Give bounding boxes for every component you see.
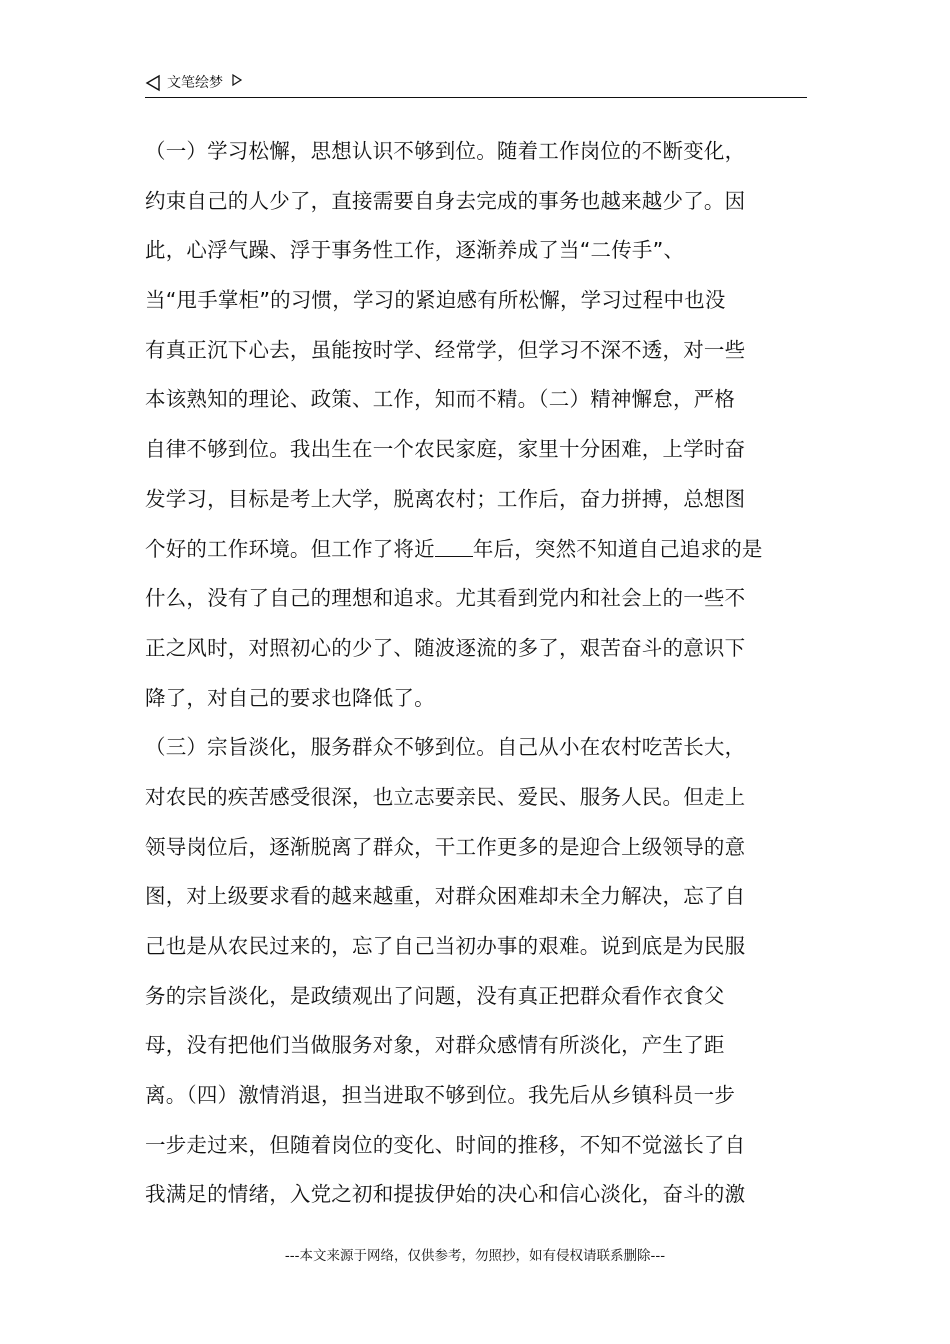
text-line: 降了，对自己的要求也降低了。 bbox=[145, 685, 435, 710]
text-line: 什么，没有了自己的理想和追求。尤其看到党内和社会上的一些不 bbox=[145, 586, 746, 611]
fill-in-blank bbox=[435, 538, 473, 557]
right-triangle-icon bbox=[231, 73, 243, 87]
text-segment: 年后，突然不知道自己追求的是 bbox=[472, 536, 763, 561]
text-line: 母，没有把他们当做服务对象，对群众感情有所淡化，产生了距 bbox=[145, 1033, 725, 1058]
text-line: 图，对上级要求看的越来越重，对群众困难却未全力解决，忘了自 bbox=[145, 884, 746, 909]
page-footer: ---本文来源于网络，仅供参考，勿照抄，如有侵权请联系删除--- bbox=[284, 1248, 666, 1264]
text-line: 有真正沉下心去，虽能按时学、经常学，但学习不深不透，对一些 bbox=[145, 337, 746, 362]
page-header bbox=[145, 70, 807, 98]
text-line: （三）宗旨淡化，服务群众不够到位。自己从小在农村吃苦长大， bbox=[145, 735, 746, 760]
header-title-row bbox=[145, 74, 243, 92]
text-line: （一）学习松懈，思想认识不够到位。随着工作岗位的不断变化， bbox=[145, 139, 746, 163]
text-line-with-blank bbox=[145, 525, 810, 575]
text-segment: 个好的工作环境。但工作了将近 bbox=[145, 536, 435, 561]
text-line: 一步走过来，但随着岗位的变化、时间的推移，不知不觉滋长了自 bbox=[145, 1132, 746, 1157]
text-line: 自律不够到位。我出生在一个农民家庭，家里十分困难，上学时奋 bbox=[145, 437, 746, 462]
body-text bbox=[145, 127, 810, 1220]
header-title: 文笔绘梦 bbox=[167, 75, 223, 91]
text-line: 离。（四）激情消退，担当进取不够到位。我先后从乡镇科员一步 bbox=[145, 1083, 736, 1108]
text-line: 本该熟知的理论、政策、工作，知而不精。（二）精神懈怠，严格 bbox=[145, 387, 736, 412]
text-line: 对农民的疾苦感受很深，也立志要亲民、爱民、服务人民。但走上 bbox=[145, 784, 746, 809]
text-line: 己也是从农民过来的，忘了自己当初办事的艰难。说到底是为民服 bbox=[145, 934, 746, 958]
text-line: 领导岗位后，逐渐脱离了群众，干工作更多的是迎合上级领导的意 bbox=[145, 834, 746, 859]
left-triangle-icon bbox=[145, 74, 161, 92]
text-line: 当“甩手掌柜”的习惯，学习的紧迫感有所松懈，学习过程中也没 bbox=[145, 288, 726, 313]
text-line: 此，心浮气躁、浮于事务性工作，逐渐养成了当“二传手”、 bbox=[145, 238, 685, 263]
text-line: 我满足的情绪，入党之初和提拔伊始的决心和信心淡化，奋斗的激 bbox=[145, 1182, 746, 1207]
text-line: 正之风时，对照初心的少了、随波逐流的多了，艰苦奋斗的意识下 bbox=[145, 635, 746, 660]
text-line: 务的宗旨淡化，是政绩观出了问题，没有真正把群众看作衣食父 bbox=[145, 983, 725, 1008]
header-divider bbox=[145, 97, 807, 98]
text-line: 约束自己的人少了，直接需要自身去完成的事务也越来越少了。因 bbox=[145, 188, 746, 213]
text-line: 发学习，目标是考上大学，脱离农村；工作后，奋力拼搏，总想图 bbox=[145, 486, 746, 511]
